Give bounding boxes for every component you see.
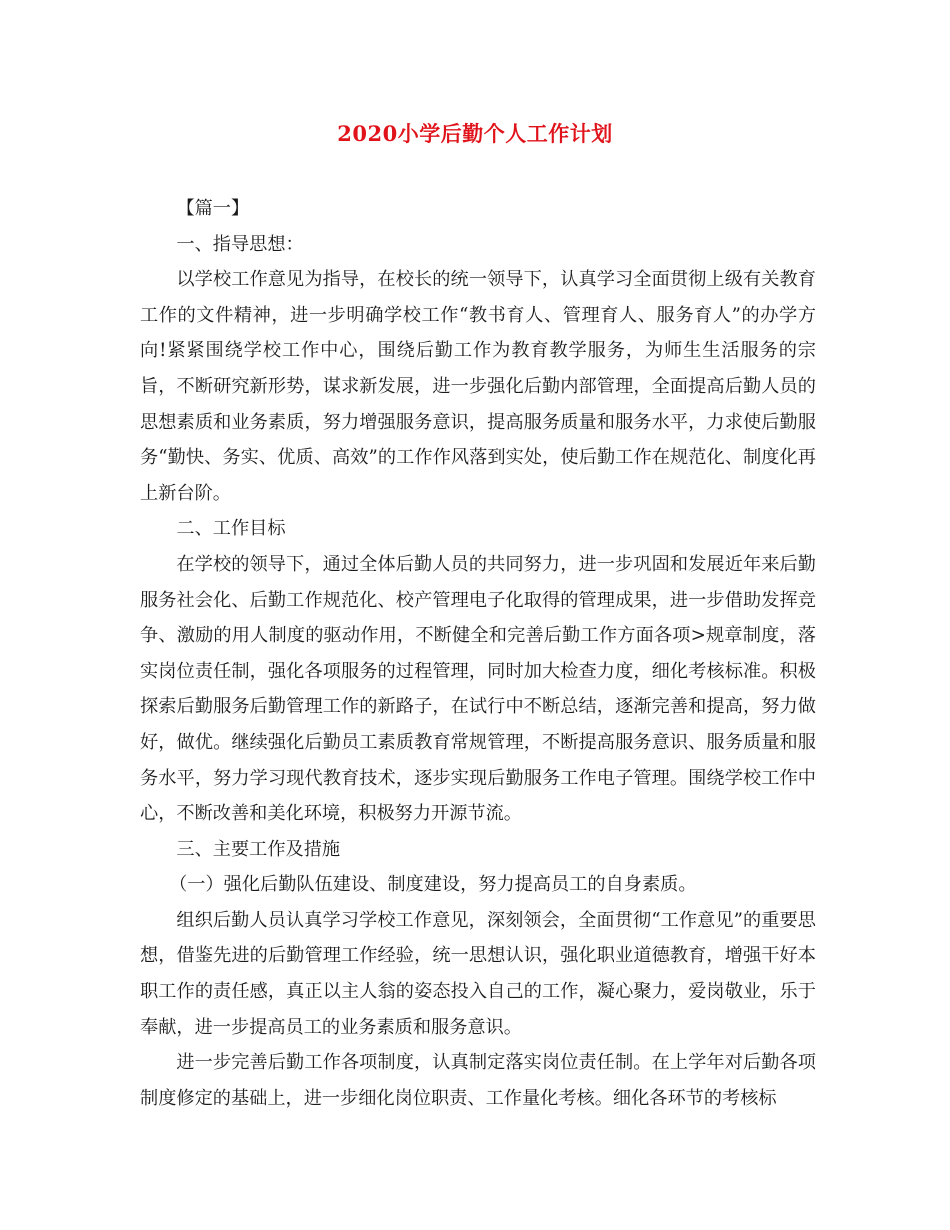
document-body <box>140 191 816 1116</box>
section-marker: 【篇一】 <box>176 198 250 219</box>
document-title: 2020小学后勤个人工作计划 <box>337 121 613 146</box>
heading-guiding-ideology: 一、指导思想： <box>176 233 304 255</box>
heading-work-goals: 二、工作目标 <box>176 518 286 540</box>
paragraph-team-study: 组织后勤人员认真学习学校工作意见，深刻领会，全面贯彻“工作意见”的重要思想，借鉴先进的后勤管理工作经验，统一思想认识，强化职业道德教育，增强干好本职工作的责任感，真正以主人翁的姿态投入自己的工作，凝心聚力，爱岗敬业，乐于奉献，进一步提高员工的业务素质和服务意识。 <box>140 909 816 1038</box>
paragraph-system-improvement: 进一步完善后勤工作各项制度，认真制定落实岗位责任制。在上学年对后勤各项制度修定的基础上，进一步细化岗位职责、工作量化考核。细化各环节的考核标 <box>140 1052 816 1109</box>
paragraph-guiding-ideology: 以学校工作意见为指导，在校长的统一领导下，认真学习全面贯彻上级有关教育工作的文件精神，进一步明确学校工作“教书育人、管理育人、服务育人”的办学方向!紧紧围绕学校工作中心，围绕后勤工作为教育教学服务，为师生生活服务的宗旨，不断研究新形势，谋求新发展，进一步强化后勤内部管理，全面提高后勤人员的思想素质和业务素质，努力增强服务意识，提高服务质量和服务水平，力求使后勤服务“勤快、务实、优质、高效”的工作作风落到实处，使后勤工作在规范化、制度化再上新台阶。 <box>140 269 816 504</box>
heading-main-work-measures: 三、主要工作及措施 <box>176 838 341 860</box>
paragraph-work-goals: 在学校的领导下，通过全体后勤人员的共同努力，进一步巩固和发展近年来后勤服务社会化、后勤工作规范化、校产管理电子化取得的管理成果，进一步借助发挥竞争、激励的用人制度的驱动作用，不断健全和完善后勤工作方面各项>规章制度，落实岗位责任制，强化各项服务的过程管理，同时加大检查力度，细化考核标准。积极探索后勤服务后勤管理工作的新路子，在试行中不断总结，逐渐完善和提高，努力做好，做优。继续强化后勤员工素质教育常规管理，不断提高服务意识、服务质量和服务水平，努力学习现代教育技术，逐步实现后勤服务工作电子管理。围绕学校工作中心，不断改善和美化环境，积极努力开源节流。 <box>140 553 816 825</box>
subheading-team-building: （一）强化后勤队伍建设、制度建设，努力提高员工的自身素质。 <box>169 874 697 896</box>
